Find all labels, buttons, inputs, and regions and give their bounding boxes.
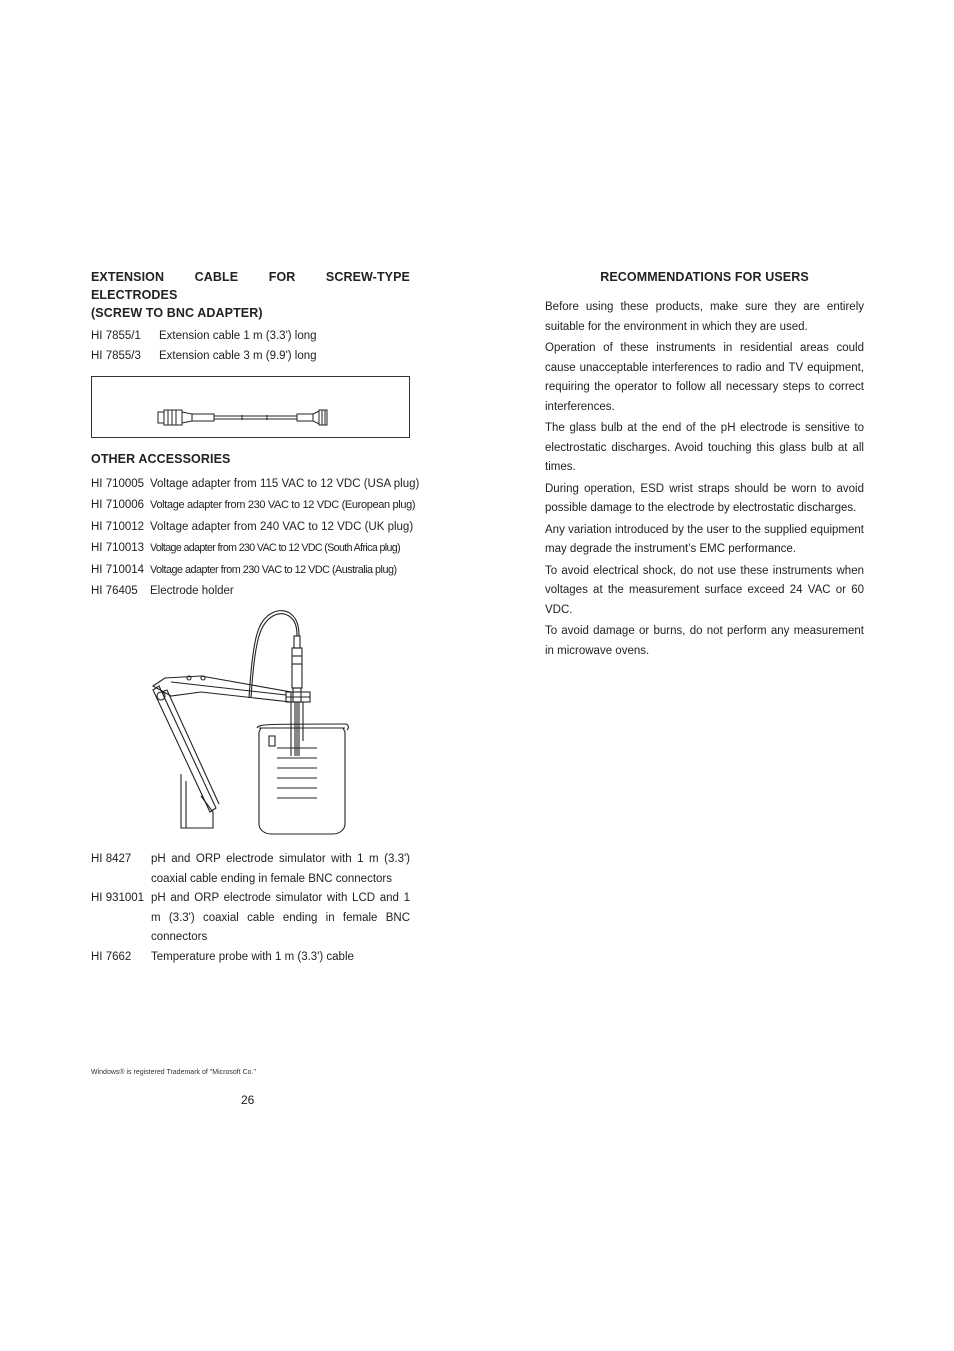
product-code: HI 931001 (91, 892, 145, 905)
recommendation-paragraph: Before using these products, make sure they are entirely suitable for the environment in which they are used. (545, 301, 864, 333)
product-code: HI 7855/3 (91, 350, 141, 362)
list-item (91, 581, 410, 602)
product-code: HI 710013 (91, 542, 145, 555)
product-description: pH and ORP electrode simulator with 1 m (3.3') coaxial cable ending in female BNC connectors (151, 853, 410, 885)
accessories-list (91, 474, 420, 602)
product-description: pH and ORP electrode simulator with LCD and 1 m (3.3') coaxial cable ending in female BNC connectors (151, 892, 410, 944)
list-item (91, 850, 410, 889)
list-item (91, 495, 416, 516)
recommendation-paragraph: Any variation introduced by the user to the supplied equipment may degrade the instrument’s EMC performance. (545, 523, 864, 555)
product-description: Voltage adapter from 240 VAC to 12 VDC (UK plug) (150, 520, 414, 533)
recommendation-paragraph: To avoid electrical shock, do not use these instruments when voltages at the measurement surface exceed 24 VAC or 60 VDC. (545, 564, 864, 616)
electrode-holder-drawing (141, 606, 361, 846)
product-code: HI 7662 (91, 950, 132, 963)
list-item (91, 560, 410, 581)
extension-cable-heading-line2: (SCREW TO BNC ADAPTER) (91, 306, 263, 320)
product-code: HI 710014 (91, 563, 145, 576)
product-description: Electrode holder (150, 585, 234, 598)
product-code: HI 7855/1 (91, 330, 141, 342)
other-accessories-heading: OTHER ACCESSORIES (91, 452, 231, 466)
page-number: 26 (241, 1093, 255, 1107)
recommendation-paragraph: The glass bulb at the end of the pH electrode is sensitive to electrostatic discharges. Avoid touching this glass bulb at all times. (545, 422, 864, 473)
recommendations-heading: RECOMMENDATIONS FOR USERS (600, 270, 809, 284)
recommendation-paragraph: Operation of these instruments in residential areas could cause unacceptable interferences to radio and TV equipment, requiring the operator to follow all necessary steps to correct interferences. (545, 342, 864, 413)
list-item (91, 948, 410, 968)
product-code: HI 76405 (91, 585, 138, 598)
extension-cable-heading-line1: EXTENSION CABLE FOR SCREW-TYPE ELECTRODES (91, 270, 410, 302)
list-item (91, 474, 420, 495)
extension-cable-illustration (91, 376, 410, 438)
product-description: Temperature probe with 1 m (3.3') cable (151, 950, 354, 963)
list-item (91, 889, 410, 948)
list-item (91, 538, 410, 559)
list-item (91, 517, 414, 538)
product-code: HI 8427 (91, 853, 132, 866)
extension-cable-heading (91, 268, 410, 322)
product-description: Voltage adapter from 230 VAC to 12 VDC (Australia plug) (150, 563, 397, 576)
extension-cable-drawing (92, 377, 409, 437)
trademark-footnote: Windows® is registered Trademark of "Microsoft Co." (91, 1069, 256, 1076)
product-description: Voltage adapter from 115 VAC to 12 VDC (USA plug) (150, 478, 420, 490)
recommendation-paragraph: During operation, ESD wrist straps should be worn to avoid possible damage to the electrode by electrostatic discharges. (545, 482, 864, 514)
recommendation-paragraph: To avoid damage or burns, do not perform any measurement in microwave ovens. (545, 625, 864, 657)
simulators-list (91, 850, 410, 967)
product-description: Extension cable 1 m (3.3') long (159, 330, 317, 342)
list-item (91, 326, 410, 346)
left-column (91, 268, 420, 967)
product-code: HI 710005 (91, 478, 145, 490)
product-code: HI 710012 (91, 520, 145, 533)
product-description: Voltage adapter from 230 VAC to 12 VDC (South Africa plug) (150, 542, 401, 555)
right-column (545, 268, 864, 663)
extension-cable-list (91, 326, 410, 366)
product-description: Extension cable 3 m (9.9') long (159, 350, 317, 362)
list-item (91, 346, 410, 366)
product-description: Voltage adapter from 230 VAC to 12 VDC (European plug) (150, 499, 416, 512)
electrode-holder-illustration (141, 606, 361, 846)
product-code: HI 710006 (91, 499, 145, 512)
